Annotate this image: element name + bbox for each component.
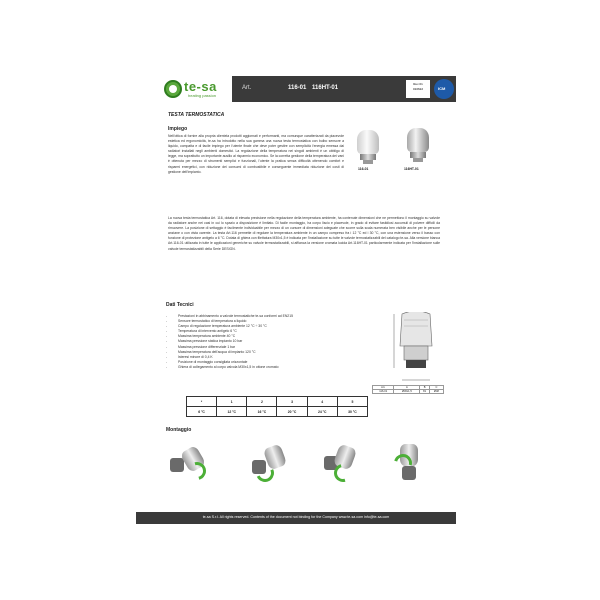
spec-item: - Isteresi minore di 0,4 K (166, 355, 376, 360)
thermostatic-head-icon (357, 130, 379, 154)
scale-temp: 24 °C (307, 407, 337, 417)
revision-box (406, 80, 430, 98)
dim-header-cell: C (429, 386, 443, 390)
temperature-scale-table (186, 396, 368, 417)
product-image-white (355, 130, 381, 164)
dim-cell: Ø30x1,5 (394, 390, 420, 394)
document-title: TESTA TERMOSTATICA (168, 112, 225, 118)
impiego-heading: Impiego (168, 126, 188, 132)
revision-label: Rev 01 (413, 82, 423, 86)
mounting-step-2 (248, 440, 288, 484)
certification-text: ICM (438, 86, 446, 91)
spec-item: - Massima temperatura dell'acqua di impianto 120 °C (166, 350, 376, 355)
dim-header-cell: B (420, 386, 429, 390)
drawing-head (400, 312, 432, 346)
scale-mark: 1 (217, 397, 247, 407)
valve-base (363, 160, 373, 164)
drawing-body (404, 346, 428, 360)
spec-item: - Temperatura di intervento antigelo 6 °C (166, 329, 376, 334)
spec-item: - Sensore termostatico di temperatura a liquido (166, 319, 376, 324)
dim-cell: 81 (420, 390, 429, 394)
impiego-paragraph-2: La nuova testa termostatica Art. 116, dotata di elevata precisione nella regolazione della temperatura ambiente, ha contenute dimensioni che ne permettono il montaggio su valvole da radiatore anche nei casi in cui lo spazio a disposizione è limitato. Di facile montaggio, ha corpo liscio e piacevole, in grado di evitare fastidiosi accumuli di polvere difficili da rimuovere. La posizione di settaggio è facilmente individuabile per mezzo di un cursore di dimensioni adeguate che scorre sulla scala numerata ben visibile anche per le persone anziane o con vista carente. La testa Art.116 permette di regolare la temperatura ambiente in un campo compreso fra i 12 °C ed i 30 °C, con una estensione verso il basso con funzione di protezione antigelo a 6 °C. Dotata di ghiera con filettatura M30x1,5 è indicata per l'installazione su tutte le valvole termostatizzabili del catalogo te-sa. Alla versione bianca Art.116-01 utilizzata in tutte le applicazioni generiche su valvole termostatizzabili, si affianca la versione cromata lucida Art.116HT-01 particolarmente indicata per l'installazione sulle valvole termostatizzabili della Serie DESIGN. (168, 216, 440, 251)
valve-base (413, 158, 423, 162)
product-label-white: 116-01 (358, 167, 369, 171)
spec-item: - Campo di regolazione temperatura ambiente 12 °C ÷ 30 °C (166, 324, 376, 329)
scale-temp: 20 °C (277, 407, 307, 417)
dim-header-cell: A (394, 386, 420, 390)
brand-logo (136, 76, 232, 102)
dim-cell: 116-01 (373, 390, 394, 394)
dimension-table (372, 385, 444, 394)
scale-mark: 3 (277, 397, 307, 407)
spec-item: - Massima temperatura ambiente 40 °C (166, 334, 376, 339)
valve-icon (170, 458, 184, 472)
dati-tecnici-heading: Dati Tecnici (166, 302, 194, 308)
scale-temps-row (187, 407, 368, 417)
footer-bar (136, 512, 456, 524)
certification-badge-icon (434, 79, 454, 99)
brand-tagline: heating passion (188, 93, 217, 98)
dimension-drawing (386, 312, 446, 392)
thermostatic-head-chrome-icon (407, 128, 429, 152)
spec-item: - Prestazioni in abbinamento a valvole termostatiche te-sa conformi ad EN215 (166, 314, 376, 319)
scale-mark: 2 (247, 397, 277, 407)
dim-cell: Ø48 (429, 390, 443, 394)
scale-mark: 4 (307, 397, 337, 407)
product-label-chrome: 116HT-01 (404, 167, 419, 171)
article-codes: 116-01 116HT-01 (288, 85, 339, 91)
spec-item: - Massima pressione differenziale 1 bar (166, 345, 376, 350)
revision-date: 010622 (412, 87, 423, 91)
header-bar (136, 76, 456, 102)
mounting-step-1 (168, 440, 208, 484)
mounting-step-3 (320, 440, 360, 484)
logo-mark-icon (164, 80, 182, 98)
spec-item: - Ghiera di collegamento al corpo valvola M30x1,5 in ottone cromato (166, 365, 376, 370)
art-label: Art. (242, 85, 252, 91)
spec-item: - Posizione di montaggio consigliata orizzontale (166, 360, 376, 365)
dimension-table-row (373, 390, 444, 394)
brand-name: te-sa (184, 79, 217, 94)
impiego-paragraph-1: Nell'ottica di fornire alla propria clientela prodotti aggiornati e performanti, ma comunque caratterizzati da piacevole estetica ed ergonomicità, te-sa ha introdotto nella sua gamma una nuova testa termostatica con bulbo sensore a liquido, compatta e di facile impiego per l'utente finale che deve poter gestire con semplicità l'energia emessa dai radiatori installati negli ambienti domestici. La regolazione della temperatura nei singoli ambienti è un obbligo di legge, ma soprattutto un importante ausilio al risparmio economico. Se la corretta gestione della temperatura dei vani è ottenuta per mezzo di strumenti semplici e funzionali, l'utente la pratica senza difficoltà ottenendo comfort e risparmi energetici, con riduzione dei consumi di combustibile e conseguente immediata riduzione dei costi di gestione dell'impianto. (168, 134, 344, 174)
scale-mark: * (187, 397, 217, 407)
footer-text: te-sa S.r.l. All rights reserved. Contents of the document not binding for the Company www.te-sa.com info@te-sa.com (202, 515, 390, 519)
scale-temp: 30 °C (337, 407, 367, 417)
scale-temp: 12 °C (217, 407, 247, 417)
drawing-nut (406, 360, 426, 368)
scale-mark: 5 (337, 397, 367, 407)
spec-item: - Massima pressione statica impianto 10 bar (166, 339, 376, 344)
mounting-step-4 (392, 440, 432, 484)
dim-header-cell: Art. (373, 386, 394, 390)
montaggio-heading: Montaggio (166, 427, 192, 433)
scale-marks-row (187, 397, 368, 407)
product-image-chrome (405, 128, 431, 162)
scale-temp: 16 °C (247, 407, 277, 417)
specs-list (166, 314, 376, 370)
scale-temp: 6 °C (187, 407, 217, 417)
